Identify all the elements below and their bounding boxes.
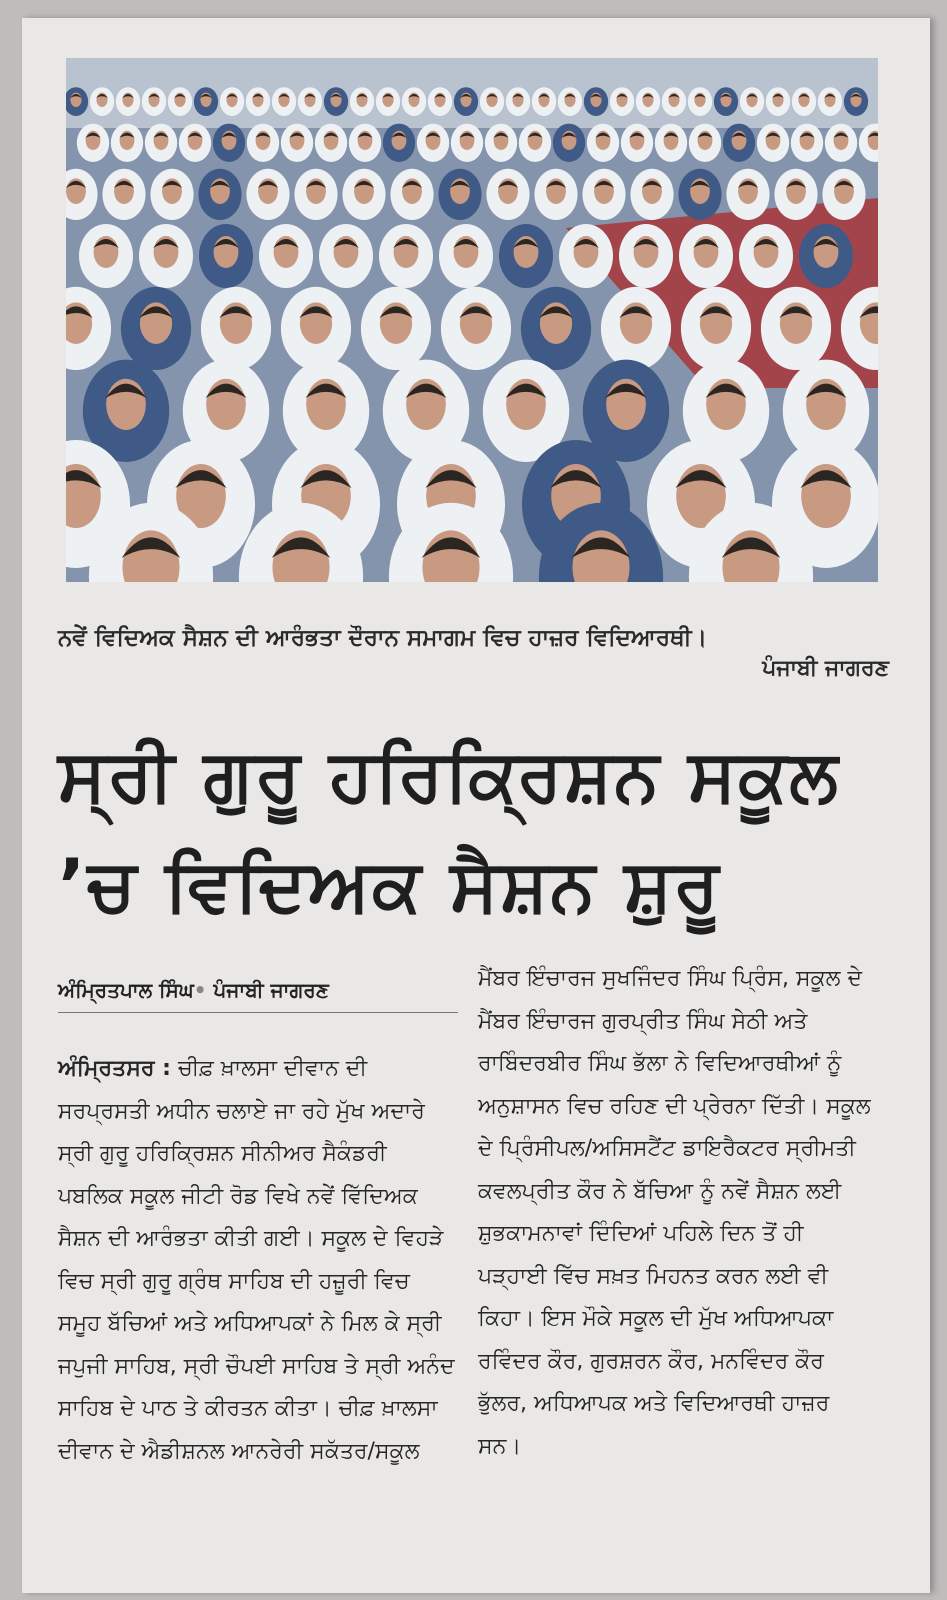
article-column-right [478,958,878,1468]
byline-paper: ਪੰਜਾਬੀ ਜਾਗਰਣ [213,978,329,1002]
byline [58,978,458,1013]
photo-caption: ਨਵੇਂ ਵਿਦਿਅਕ ਸੈਸ਼ਨ ਦੀ ਆਰੰਭਤਾ ਦੌਰਾਨ ਸਮਾਗਮ ਵਿਚ ਹਾਜ਼ਰ ਵਿਦਿਆਰਥੀ। [58,625,708,651]
article-body-right: ਮੈਂਬਰ ਇੰਚਾਰਜ ਸੁਖਜਿੰਦਰ ਸਿੰਘ ਪ੍ਰਿੰਸ, ਸਕੂਲ ਦੇ ਮੈਂਬਰ ਇੰਚਾਰਜ ਗੁਰਪ੍ਰੀਤ ਸਿੰਘ ਸੇਠੀ ਅਤੇ ਰਾਬਿੰਦਰਬੀਰ ਸਿੰਘ ਭੱਲਾ ਨੇ ਵਿਦਿਆਰਥੀਆਂ ਨੂੰ ਅਨੁਸ਼ਾਸਨ ਵਿਚ ਰਹਿਣ ਦੀ ਪ੍ਰੇਰਨਾ ਦਿੱਤੀ। ਸਕੂਲ ਦੇ ਪ੍ਰਿੰਸੀਪਲ/ਅਸਿਸਟੈਂਟ ਡਾਇਰੈਕਟਰ ਸ੍ਰੀਮਤੀ ਕਵਲਪ੍ਰੀਤ ਕੌਰ ਨੇ ਬੱਚਿਆ ਨੂੰ ਨਵੇਂ ਸੈਸ਼ਨ ਲਈ ਸ਼ੁਭਕਾਮਨਾਵਾਂ ਦਿੰਦਿਆਂ ਪਹਿਲੇ ਦਿਨ ਤੋਂ ਹੀ ਪੜ੍ਹਾਈ ਵਿੱਚ ਸਖ਼ਤ ਮਿਹਨਤ ਕਰਨ ਲਈ ਵੀ ਕਿਹਾ। ਇਸ ਮੌਕੇ ਸਕੂਲ ਦੀ ਮੁੱਖ ਅਧਿਆਪਕਾ ਰਵਿੰਦਰ ਕੌਰ, ਗੁਰਸ਼ਰਨ ਕੌਰ, ਮਨਵਿੰਦਰ ਕੌਰ ਭੁੱਲਰ, ਅਧਿਆਪਕ ਅਤੇ ਵਿਦਿਆਰਥੀ ਹਾਜ਼ਰ ਸਨ। [478,966,871,1459]
headline [58,720,918,940]
byline-separator: • [193,978,207,1002]
photo-illustration [66,58,878,582]
byline-author: ਅੰਮ੍ਰਿਤਪਾਲ ਸਿੰਘ [58,978,194,1002]
article-body-left: ਚੀਫ਼ ਖ਼ਾਲਸਾ ਦੀਵਾਨ ਦੀ ਸਰਪ੍ਰਸਤੀ ਅਧੀਨ ਚਲਾਏ ਜਾ ਰਹੇ ਮੁੱਖ ਅਦਾਰੇ ਸ੍ਰੀ ਗੁਰੂ ਹਰਿਕ੍ਰਿਸ਼ਨ ਸੀਨੀਅਰ ਸੈਕੰਡਰੀ ਪਬਲਿਕ ਸਕੂਲ ਜੀਟੀ ਰੋਡ ਵਿਖੇ ਨਵੇਂ ਵਿੱਦਿਅਕ ਸੈਸ਼ਨ ਦੀ ਆਰੰਭਤਾ ਕੀਤੀ ਗਈ। ਸਕੂਲ ਦੇ ਵਿਹੜੇ ਵਿਚ ਸ੍ਰੀ ਗੁਰੂ ਗ੍ਰੰਥ ਸਾਹਿਬ ਦੀ ਹਜ਼ੂਰੀ ਵਿਚ ਸਮੂਹ ਬੱਚਿਆਂ ਅਤੇ ਅਧਿਆਪਕਾਂ ਨੇ ਮਿਲ ਕੇ ਸ੍ਰੀ ਜਪੁਜੀ ਸਾਹਿਬ, ਸ੍ਰੀ ਚੌਪਈ ਸਾਹਿਬ ਤੇ ਸ੍ਰੀ ਅਨੰਦ ਸਾਹਿਬ ਦੇ ਪਾਠ ਤੇ ਕੀਰਤਨ ਕੀਤਾ। ਚੀਫ਼ ਖ਼ਾਲਸਾ ਦੀਵਾਨ ਦੇ ਐਡੀਸ਼ਨਲ ਆਨਰੇਰੀ ਸਕੱਤਰ/ਸਕੂਲ [58,1056,455,1464]
headline-line-1: ਸ੍ਰੀ ਗੁਰੂ ਹਰਿਕ੍ਰਿਸ਼ਨ ਸਕੂਲ [58,733,840,817]
article-dateline: ਅੰਮ੍ਰਿਤਸਰ : [58,1056,171,1081]
headline-line-2: ’ਚ ਵਿਦਿਅਕ ਸੈਸ਼ਨ ਸ਼ੁਰੂ [58,843,721,927]
students-seated-photo [66,58,878,582]
photo-credit: ਪੰਜਾਬੀ ਜਾਗਰਣ [762,656,889,681]
article-column-left [58,1048,458,1473]
